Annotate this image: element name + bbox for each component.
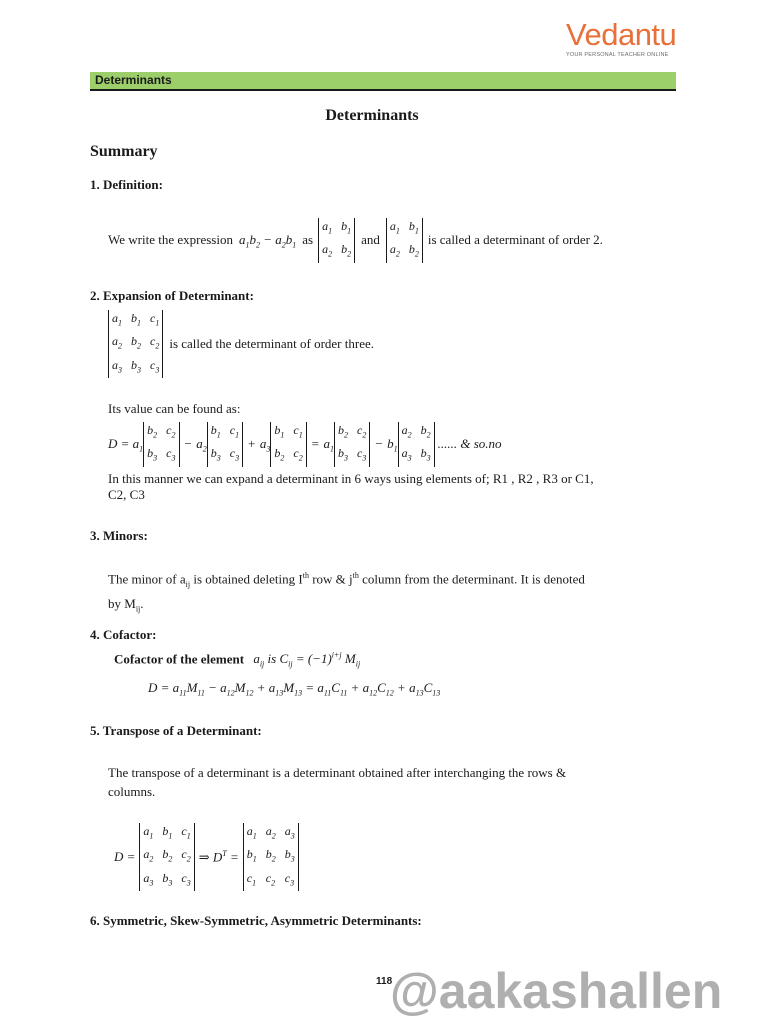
determinant-2x2-a: $a_1$ $b_1$ $a_2$ $b_2$ — [318, 218, 355, 263]
section-4-heading: 4. Cofactor: — [90, 627, 157, 642]
determinant-2x2-b: $a_1$ $b_1$ $a_2$ $b_2$ — [386, 218, 423, 263]
section-2-ways-text: In this manner we can expand a determinant in 6 ways using elements of; R1 , R2 , R3 or C1, C2, C3 — [108, 471, 594, 502]
page-title: Determinants — [325, 107, 419, 124]
determinant-3x3: $a_1$ $b_1$ $c_1$ $a_2$ $b_2$ $c_2$ $a_3$ $b_3$ $c_3$ — [108, 310, 163, 378]
section-header-bar — [90, 72, 676, 91]
page-number: 118 — [376, 976, 393, 987]
cofactor-definition: Cofactor of the element $a_{ij}$ is $C_{ij} = (-1)^{i+j}$ $M_{ij}$ — [114, 651, 361, 669]
section-5-body: The transpose of a determinant is a determinant obtained after interchanging the rows & columns. — [108, 765, 567, 799]
logo-tagline: YOUR PERSONAL TEACHER ONLINE — [566, 52, 669, 58]
logo-wordmark: Vedantu — [566, 17, 677, 52]
cofactor-expansion-formula: $D = a_{11}M_{11} - a_{12}M_{12} + a_{13}M_{13} = a_{11}C_{11} + a_{12}C_{12} + a_{13}C_{13}$ — [148, 680, 441, 698]
section-5-heading: 5. Transpose of a Determinant: — [90, 723, 262, 738]
section-3-body: The minor of $a_{ij}$ is obtained deleting Ith row & $j^{th}$ column from the determinant. It is denoted by $M_{ij}$. — [108, 571, 585, 614]
section-2-body: $a_1$ $b_1$ $c_1$ $a_2$ $b_2$ $c_2$ $a_3$ $b_3$ $c_3$ is called the determinant of order three. — [108, 310, 374, 378]
section-6-heading: 6. Symmetric, Skew-Symmetric, Asymmetric Determinants: — [90, 913, 422, 928]
expansion-formula: $D = a_1$ $b_2$ $c_2$ $b_3$ $c_3$ − $a_2$ $b_1$ $c_1$ $b_3$ $c_3$ + $a_3$ $b_1$ $c_1$ $b_2$ $c_2$ = $a_1$ $b_2$ $c_2$ $b_3$ $c_3$ − $b_1$ $a_2$ $b_2$ $a_3$ $b_3$ ...... & so.no — [108, 422, 502, 467]
section-3-heading: 3. Minors: — [90, 528, 148, 543]
section-1-heading: 1. Definition: — [90, 177, 163, 192]
watermark: @aakashallen — [390, 963, 723, 1019]
section-2-heading: 2. Expansion of Determinant: — [90, 288, 254, 303]
section-2-value-intro: Its value can be found as: — [108, 401, 241, 416]
transpose-formula: D = $a_1$ $b_1$ $c_1$ $a_2$ $b_2$ $c_2$ $a_3$ $b_3$ $c_3$ ⇒ $D^T$ = $a_1$ $a_2$ $a_3$ $b_1$ $b_2$ $b_3$ $c_1$ $c_2$ $c_3$ — [114, 823, 299, 891]
vedantu-logo — [566, 18, 682, 58]
section-header-label: Determinants — [95, 73, 172, 87]
section-1-body: We write the expression $a_1b_2 - a_2b_1$ as $a_1$ $b_1$ $a_2$ $b_2$ and $a_1$ $b_1$ $a_2$ $b_2$ is called a determinant of order 2. — [108, 218, 603, 263]
expression-2x2: $a_1b_2 - a_2b_1$ — [238, 231, 297, 250]
summary-heading: Summary — [90, 143, 158, 160]
